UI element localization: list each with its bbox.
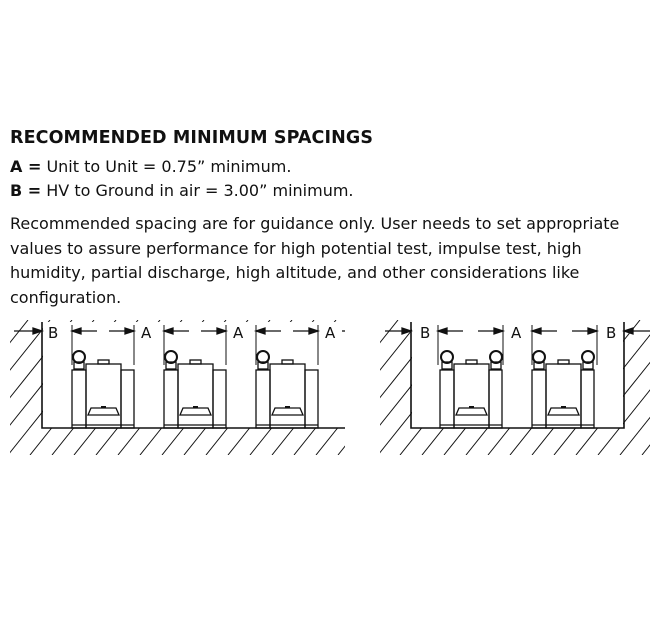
definition-a-text: Unit to Unit = 0.75” minimum.: [41, 157, 292, 176]
definition-b-key: B =: [10, 181, 42, 200]
label-a: A: [325, 324, 336, 342]
label-a: A: [233, 324, 244, 342]
label-a: A: [141, 324, 152, 342]
label-a: A: [511, 324, 522, 342]
section-title: RECOMMENDED MINIMUM SPACINGS: [10, 128, 374, 148]
definition-b-text: HV to Ground in air = 3.00” minimum.: [41, 181, 354, 200]
guidance-note: Recommended spacing are for guidance only. User needs to set appropriate values to assure performance for high potential test, impulse test, high humidity, partial discharge, high altitude, and other considerations like configuration.: [10, 214, 620, 307]
label-b: B: [48, 324, 59, 342]
label-b: B: [420, 324, 431, 342]
definition-a-key: A =: [10, 157, 42, 176]
label-b: B: [606, 324, 617, 342]
